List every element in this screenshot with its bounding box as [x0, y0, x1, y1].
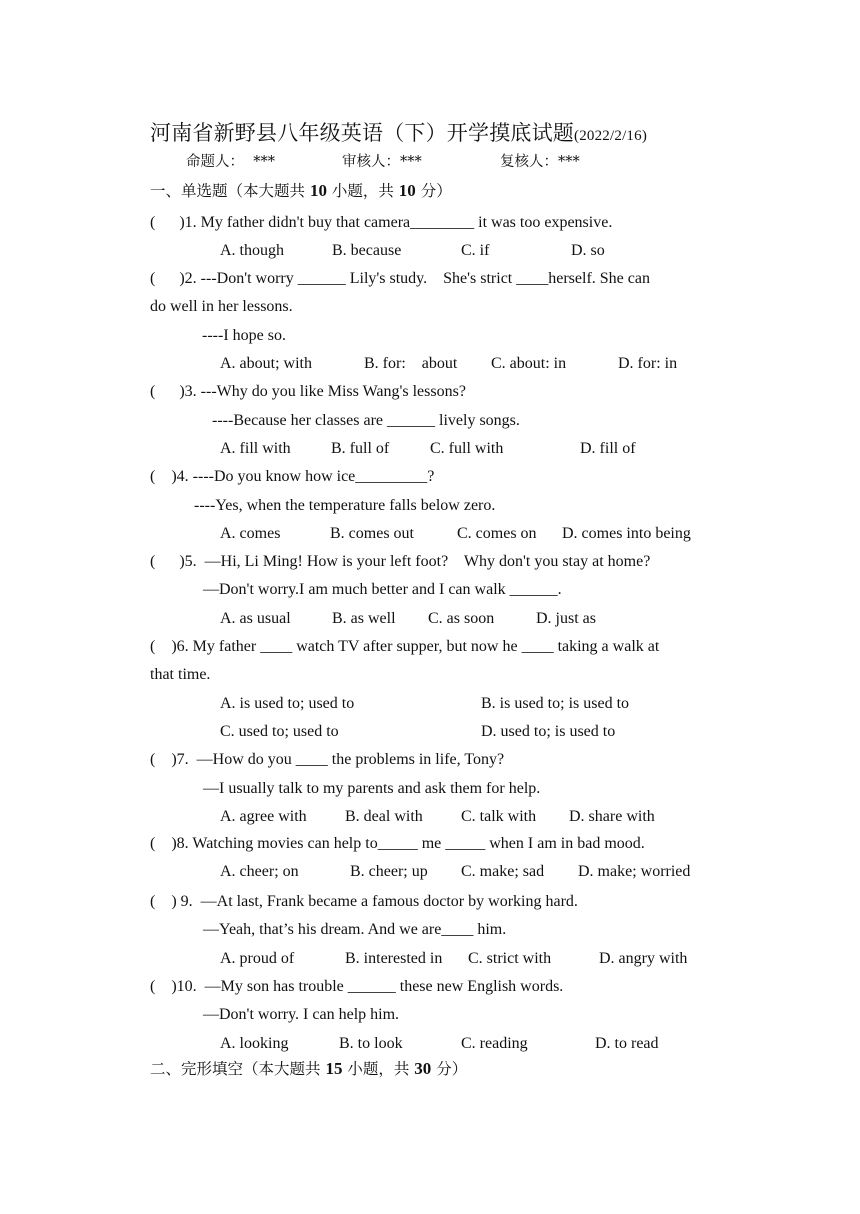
question-5-option-a[interactable]: A. as usual — [220, 610, 291, 627]
question-2-option-d[interactable]: D. for: in — [618, 355, 678, 372]
question-8-stem: ( )8. Watching movies can help to_____ me _____ when I am in bad mood. — [150, 835, 645, 852]
question-3-reply: ----Because her classes are ______ lively songs. — [212, 412, 520, 429]
question-1-option-c[interactable]: C. if — [461, 242, 490, 259]
question-2-reply: ----I hope so. — [202, 327, 286, 344]
question-1-option-a[interactable]: A. though — [220, 242, 284, 259]
question-4-option-c[interactable]: C. comes on — [457, 525, 537, 542]
page-title — [150, 118, 647, 151]
question-10-reply: —Don't worry. I can help him. — [203, 1006, 400, 1023]
question-4-reply: ----Yes, when the temperature falls below zero. — [194, 497, 496, 514]
section2-count: 15 — [325, 1059, 343, 1078]
section1-count: 10 — [309, 181, 327, 200]
question-10-stem: ( )10. —My son has trouble ______ these new English words. — [150, 978, 564, 995]
section2-prefix: 二、完形填空（本大题共 — [150, 1060, 326, 1078]
question-9-option-c[interactable]: C. strict with — [468, 950, 552, 967]
setter-line: 命题人： *** — [186, 154, 275, 170]
section-heading-single-choice — [150, 180, 452, 202]
question-2-option-b[interactable]: B. for: about — [364, 355, 458, 372]
question-7-reply: —I usually talk to my parents and ask them for help. — [203, 780, 541, 797]
question-1-stem: ( )1. My father didn't buy that camera________ it was too expensive. — [150, 214, 613, 231]
question-8-option-a[interactable]: A. cheer; on — [220, 863, 299, 880]
question-3-option-b[interactable]: B. full of — [331, 440, 390, 457]
question-3-option-c[interactable]: C. full with — [430, 440, 504, 457]
section1-suffix: 分） — [415, 182, 452, 200]
question-5-option-d[interactable]: D. just as — [536, 610, 596, 627]
question-6-option-b[interactable]: B. is used to; is used to — [481, 695, 630, 712]
question-6-option-c[interactable]: C. used to; used to — [220, 723, 339, 740]
question-5-stem: ( )5. —Hi, Li Ming! How is your left foot? Why don't you stay at home? — [150, 553, 651, 570]
question-1-option-b[interactable]: B. because — [332, 242, 402, 259]
question-9-reply: —Yeah, that’s his dream. And we are____ him. — [203, 921, 507, 938]
question-4-stem: ( )4. ----Do you know how ice_________? — [150, 468, 435, 485]
title-text: 河南省新野县八年级英语（下）开学摸底试题 — [150, 121, 574, 145]
question-2-option-a[interactable]: A. about; with — [220, 355, 312, 372]
question-3-option-d[interactable]: D. fill of — [580, 440, 636, 457]
question-7-option-a[interactable]: A. agree with — [220, 808, 307, 825]
question-8-option-b[interactable]: B. cheer; up — [350, 863, 428, 880]
question-7-option-d[interactable]: D. share with — [569, 808, 655, 825]
question-10-option-a[interactable]: A. looking — [220, 1035, 289, 1052]
section1-prefix: 一、单选题（本大题共 — [150, 182, 310, 200]
question-7-option-b[interactable]: B. deal with — [345, 808, 423, 825]
section1-points: 10 — [398, 181, 416, 200]
question-2-option-c[interactable]: C. about: in — [491, 355, 567, 372]
question-5-option-b[interactable]: B. as well — [332, 610, 396, 627]
question-3-option-a[interactable]: A. fill with — [220, 440, 291, 457]
question-5-option-c[interactable]: C. as soon — [428, 610, 495, 627]
question-6-option-d[interactable]: D. used to; is used to — [481, 723, 616, 740]
question-2-stem: ( )2. ---Don't worry ______ Lily's study. She's strict ____herself. She can — [150, 270, 650, 287]
question-7-stem: ( )7. —How do you ____ the problems in life, Tony? — [150, 751, 505, 768]
question-8-option-c[interactable]: C. make; sad — [461, 863, 545, 880]
section-heading-cloze — [150, 1058, 467, 1080]
question-10-option-c[interactable]: C. reading — [461, 1035, 528, 1052]
question-10-option-b[interactable]: B. to look — [339, 1035, 403, 1052]
question-5-reply: —Don't worry.I am much better and I can walk ______. — [203, 581, 562, 598]
question-6-stem-continued: that time. — [150, 666, 211, 683]
question-4-option-d[interactable]: D. comes into being — [562, 525, 691, 542]
question-9-stem: ( ) 9. —At last, Frank became a famous doctor by working hard. — [150, 893, 578, 910]
question-8-option-d[interactable]: D. make; worried — [578, 863, 691, 880]
section2-suffix: 分） — [431, 1060, 468, 1078]
rechecker-line: 复核人：*** — [500, 154, 580, 170]
question-1-option-d[interactable]: D. so — [571, 242, 605, 259]
question-7-option-c[interactable]: C. talk with — [461, 808, 537, 825]
question-10-option-d[interactable]: D. to read — [595, 1035, 659, 1052]
question-6-stem: ( )6. My father ____ watch TV after supper, but now he ____ taking a walk at — [150, 638, 660, 655]
question-3-stem: ( )3. ---Why do you like Miss Wang's lessons? — [150, 383, 466, 400]
section2-points: 30 — [414, 1059, 432, 1078]
question-9-option-d[interactable]: D. angry with — [599, 950, 688, 967]
title-date: (2022/2/16) — [574, 128, 648, 144]
question-6-option-a[interactable]: A. is used to; used to — [220, 695, 355, 712]
question-4-option-b[interactable]: B. comes out — [330, 525, 414, 542]
question-2-stem-continued: do well in her lessons. — [150, 298, 293, 315]
section1-mid: 小题，共 — [326, 182, 399, 200]
question-9-option-b[interactable]: B. interested in — [345, 950, 443, 967]
question-4-option-a[interactable]: A. comes — [220, 525, 281, 542]
question-9-option-a[interactable]: A. proud of — [220, 950, 295, 967]
section2-mid: 小题，共 — [342, 1060, 415, 1078]
reviewer-line: 审核人：*** — [342, 154, 422, 170]
